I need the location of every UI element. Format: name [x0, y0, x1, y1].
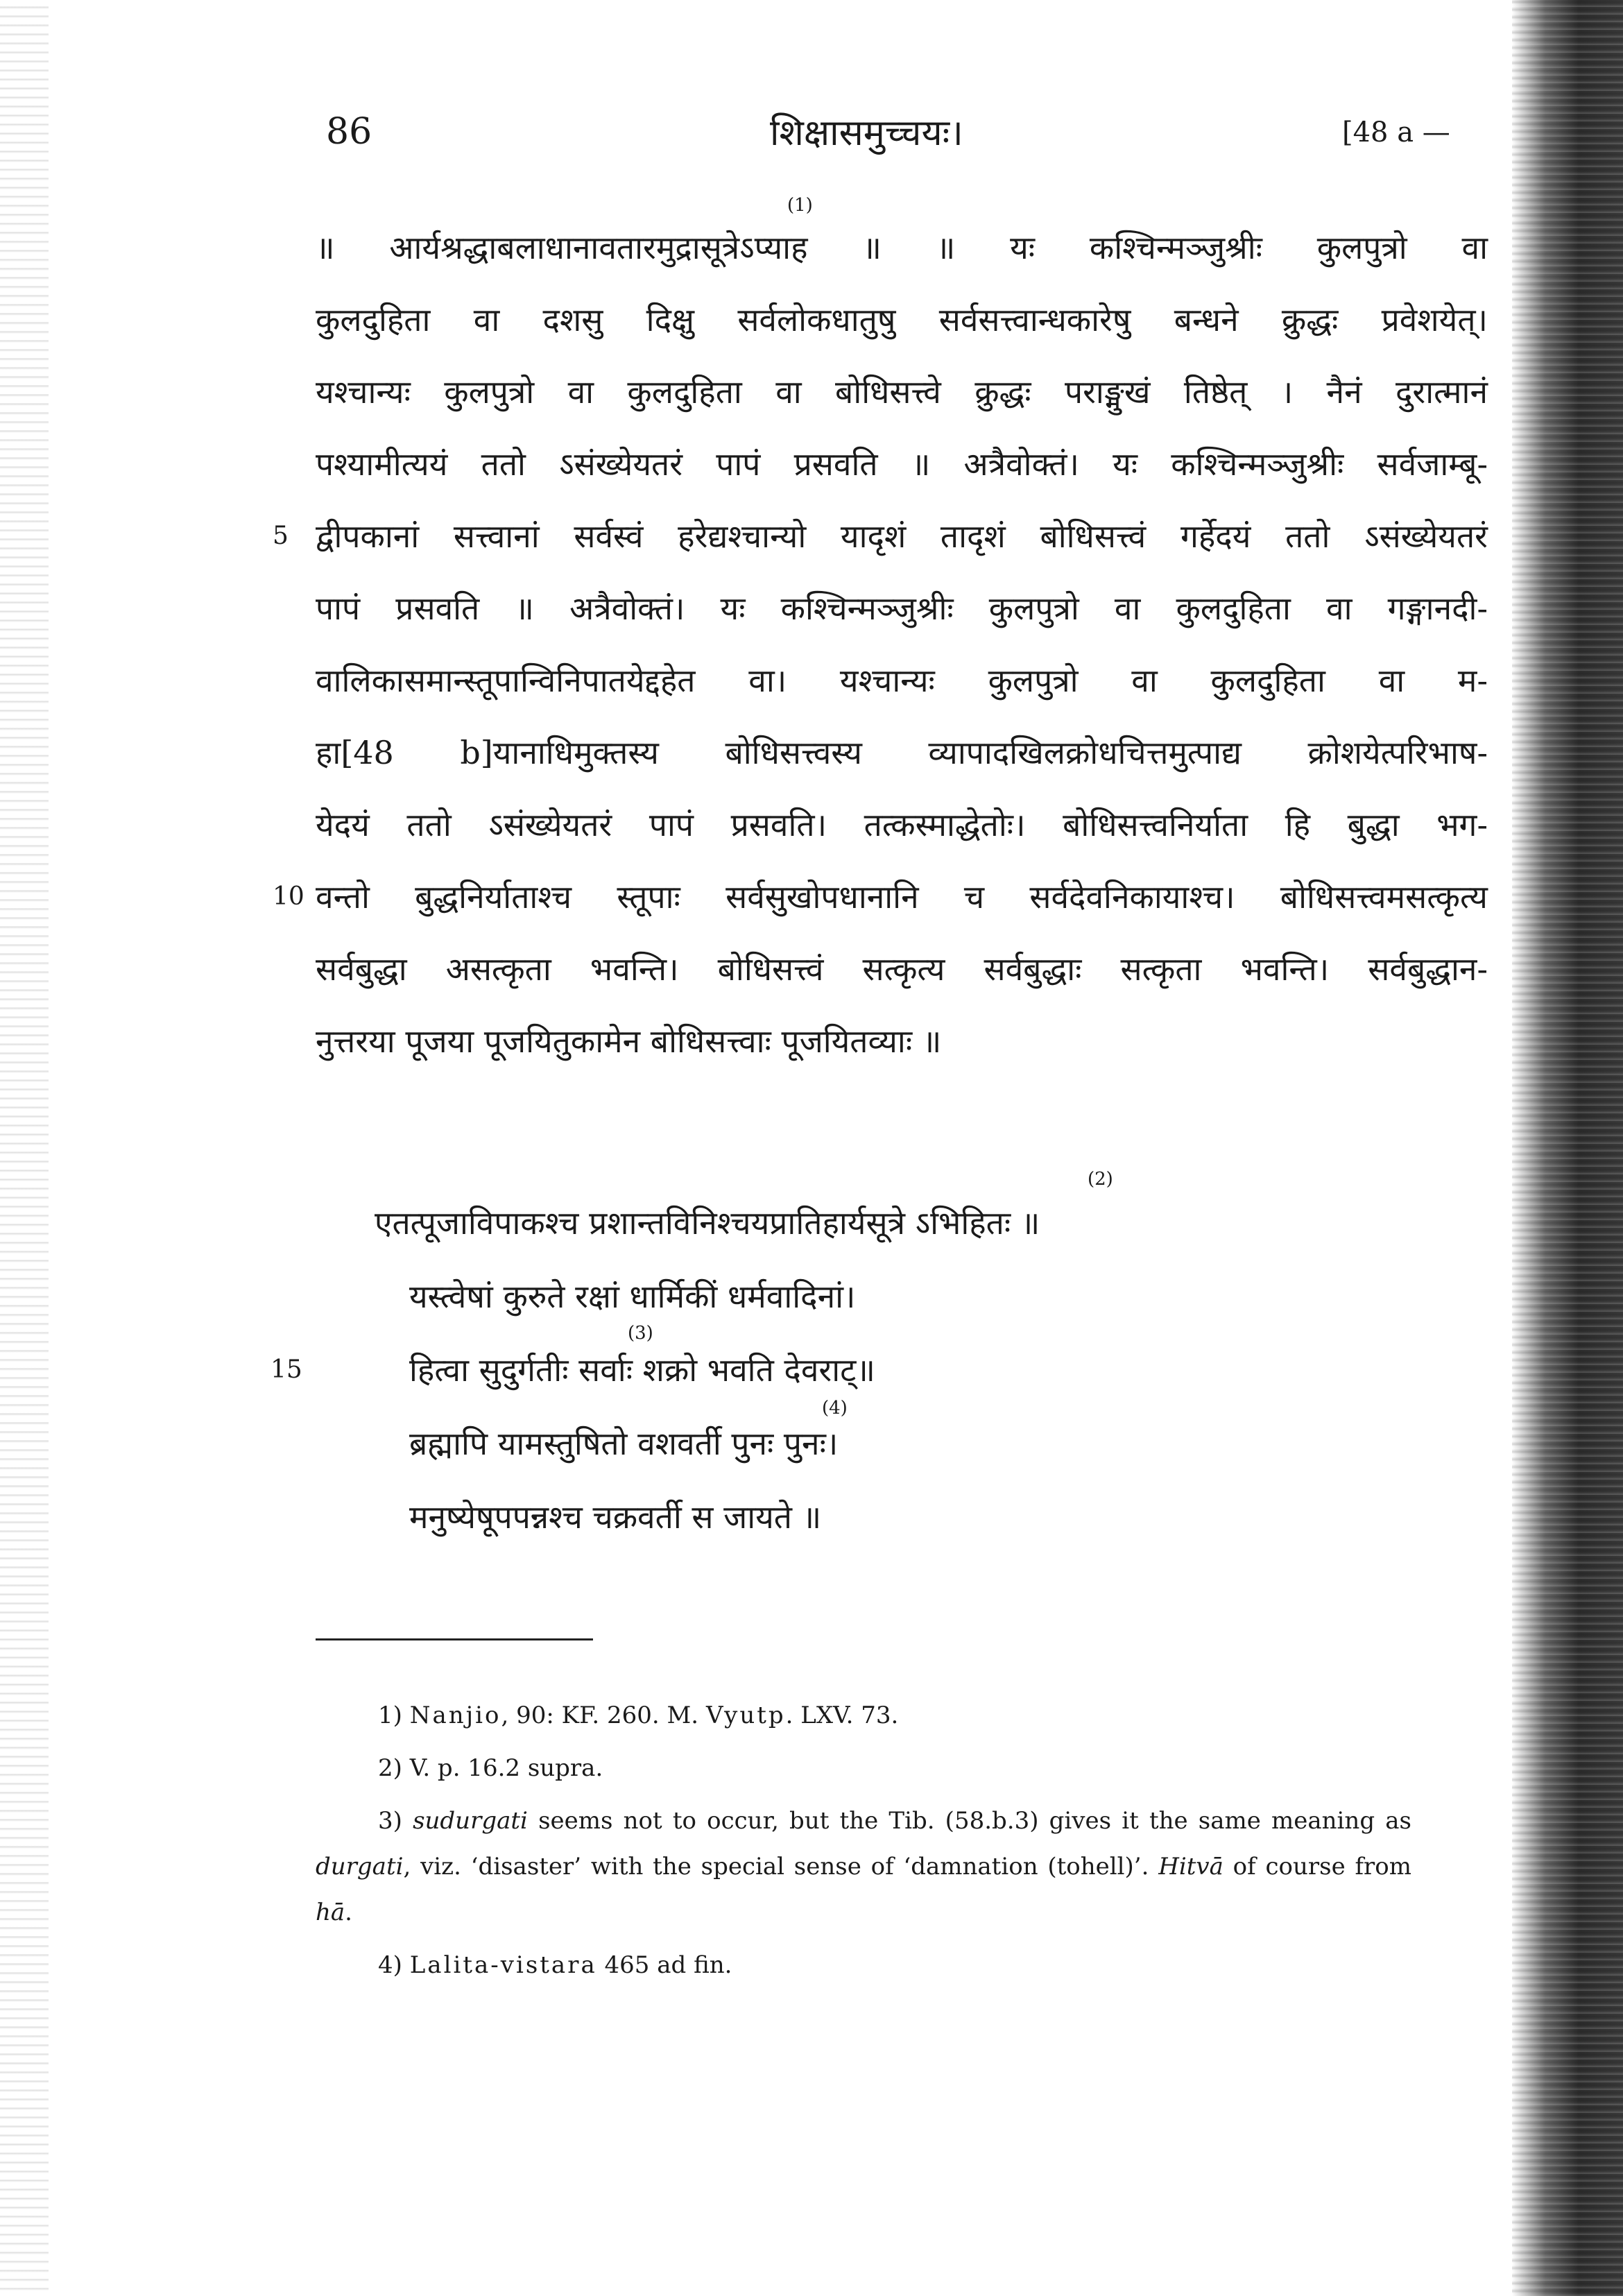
text-line: [316, 572, 1488, 644]
footnote-text: of course from: [1223, 1853, 1412, 1881]
footnote-text: seems not to occur, but the Tib. (58.b.3) gives it the same meaning as: [527, 1807, 1411, 1835]
verse-line: [375, 1407, 1415, 1480]
verse-line: [375, 1480, 1415, 1554]
text-line: [273, 500, 1488, 572]
text-line: [316, 789, 1488, 861]
line-text: येदयं ततो ऽसंख्येयतरं पापं प्रसवति। तत्कस्माद्धेतोः। बोधिसत्त्वनिर्याता हि बुद्धा भग-: [316, 806, 1488, 843]
verse-text: एतत्पूजाविपाकश्च प्रशान्तविनिश्चयप्रातिहार्यसूत्रे ऽभिहितः ॥: [375, 1204, 1040, 1242]
line-text: हा[48 b]यानाधिमुक्तस्य बोधिसत्त्वस्य व्यापादखिलक्रोधचित्तमुत्पाद्य क्रोशयेत्परिभाष-: [316, 734, 1488, 771]
footnote-text: 2) V. p. 16.2 supra.: [378, 1754, 603, 1782]
verse-line: [270, 1333, 1415, 1407]
text-line: [316, 212, 1488, 284]
verse-text: मनुष्येषूपपन्नश्च चक्रवर्ती स जायते ॥: [409, 1498, 822, 1536]
line-text: पश्यामीत्ययं ततो ऽसंख्येयतरं पापं प्रसवति ॥ अत्रैवोक्तं। यः कश्चिन्मञ्जुश्रीः सर्वजाम्बू-: [316, 445, 1488, 483]
footnote-number: 4): [378, 1951, 410, 1979]
scan-right-edge: [1512, 0, 1623, 2296]
footnote-text: Lalita-vistara: [409, 1951, 597, 1979]
footnote-text: , viz. ‘disaster’ with the special sense of ‘damnation (tohell)’.: [403, 1853, 1159, 1881]
footnote-3: [316, 1798, 1411, 1935]
footnote-italic: sudurgati: [413, 1807, 528, 1835]
text-line: [316, 644, 1488, 717]
footnote-2: [316, 1745, 1411, 1791]
footnote-text: 465 ad fin.: [596, 1951, 732, 1979]
footnote-text: Nanjio: [409, 1702, 501, 1729]
line-text: पापं प्रसवति ॥ अत्रैवोक्तं। यः कश्चिन्मञ्जुश्रीः कुलपुत्रो वा कुलदुहिता वा गङ्गानदी-: [316, 590, 1488, 627]
line-text: ॥ आर्यश्रद्धाबलाधानावतारमुद्रासूत्रेऽप्याह ॥ ॥ यः कश्चिन्मञ्जुश्रीः कुलपुत्रो वा: [316, 229, 1488, 266]
page-number: 86: [326, 111, 372, 153]
sheet-reference: [48 a —: [1342, 117, 1450, 148]
verse-text: हित्वा सुदुर्गतीः सर्वाः शक्रो भवति देवराट्॥: [409, 1351, 875, 1389]
footnote-text: Vyutp: [705, 1702, 786, 1729]
line-text: वन्तो बुद्धनिर्याताश्च स्तूपाः सर्वसुखोपधानानि च सर्वदेवनिकायाश्च। बोधिसत्त्वमसत्कृत्य: [316, 878, 1488, 916]
text-line: [316, 1005, 1488, 1077]
line-text: कुलदुहिता वा दशसु दिक्षु सर्वलोकधातुषु सर्वसत्त्वान्धकारेषु बन्धने क्रुद्धः प्रवेशयेत्।: [316, 301, 1488, 339]
text-line: [316, 717, 1488, 789]
footnote-italic: Hitvā: [1158, 1853, 1223, 1881]
line-text: द्वीपकानां सत्त्वानां सर्वस्वं हरेद्यश्चान्यो यादृशं तादृशं बोधिसत्त्वं गर्हेदयं ततो ऽसंख्येयतरं: [316, 517, 1488, 555]
footnote-italic: durgati: [316, 1853, 404, 1881]
text-line: [316, 933, 1488, 1005]
footnote-number: 3): [378, 1807, 413, 1835]
verse-block: [270, 1186, 1415, 1554]
footnote-text: , 90: KF. 260. M.: [501, 1702, 706, 1729]
verse-line: [375, 1260, 1415, 1333]
verse-text: ब्रह्मापि यामस्तुषितो वशवर्ती पुनः पुनः।: [409, 1425, 839, 1462]
line-number: 5: [273, 522, 289, 550]
text-line: [316, 356, 1488, 428]
line-text: वालिकासमान्स्तूपान्विनिपातयेद्दहेत वा। यश्चान्यः कुलपुत्रो वा कुलदुहिता वा म-: [316, 662, 1488, 699]
footnote-number: 1): [378, 1702, 410, 1729]
verse-text: यस्त्वेषां कुरुते रक्षां धार्मिकीं धर्मवादिनां।: [409, 1278, 856, 1315]
text-line: [273, 861, 1488, 933]
footnotes: [316, 1693, 1411, 1995]
line-number: 10: [273, 882, 304, 911]
text-line: [316, 428, 1488, 500]
text-line: [316, 284, 1488, 356]
main-text-block: [273, 212, 1488, 1077]
footnote-1: [316, 1693, 1411, 1738]
line-number: 15: [270, 1355, 302, 1384]
line-text: नुत्तरया पूजया पूजयितुकामेन बोधिसत्त्वाः पूजयितव्याः ॥: [316, 1022, 942, 1060]
footnote-4: [316, 1942, 1411, 1988]
footnote-italic: hā: [316, 1899, 345, 1926]
verse-line: [375, 1186, 1415, 1260]
footnote-text: . LXV. 73.: [785, 1702, 899, 1729]
scan-left-edge: [0, 0, 49, 2296]
page-header: [0, 104, 1512, 160]
footnote-text: .: [345, 1899, 352, 1926]
line-text: यश्चान्यः कुलपुत्रो वा कुलदुहिता वा बोधिसत्त्वे क्रुद्धः पराङ्मुखं तिष्ठेत् । नैनं दुरात्मानं: [316, 373, 1488, 411]
line-text: सर्वबुद्धा असत्कृता भवन्ति। बोधिसत्त्वं सत्कृत्य सर्वबुद्धाः सत्कृता भवन्ति। सर्वबुद्धान-: [316, 950, 1488, 988]
footnote-rule: [316, 1638, 593, 1640]
running-title: शिक्षासमुच्चयः।: [770, 112, 963, 154]
